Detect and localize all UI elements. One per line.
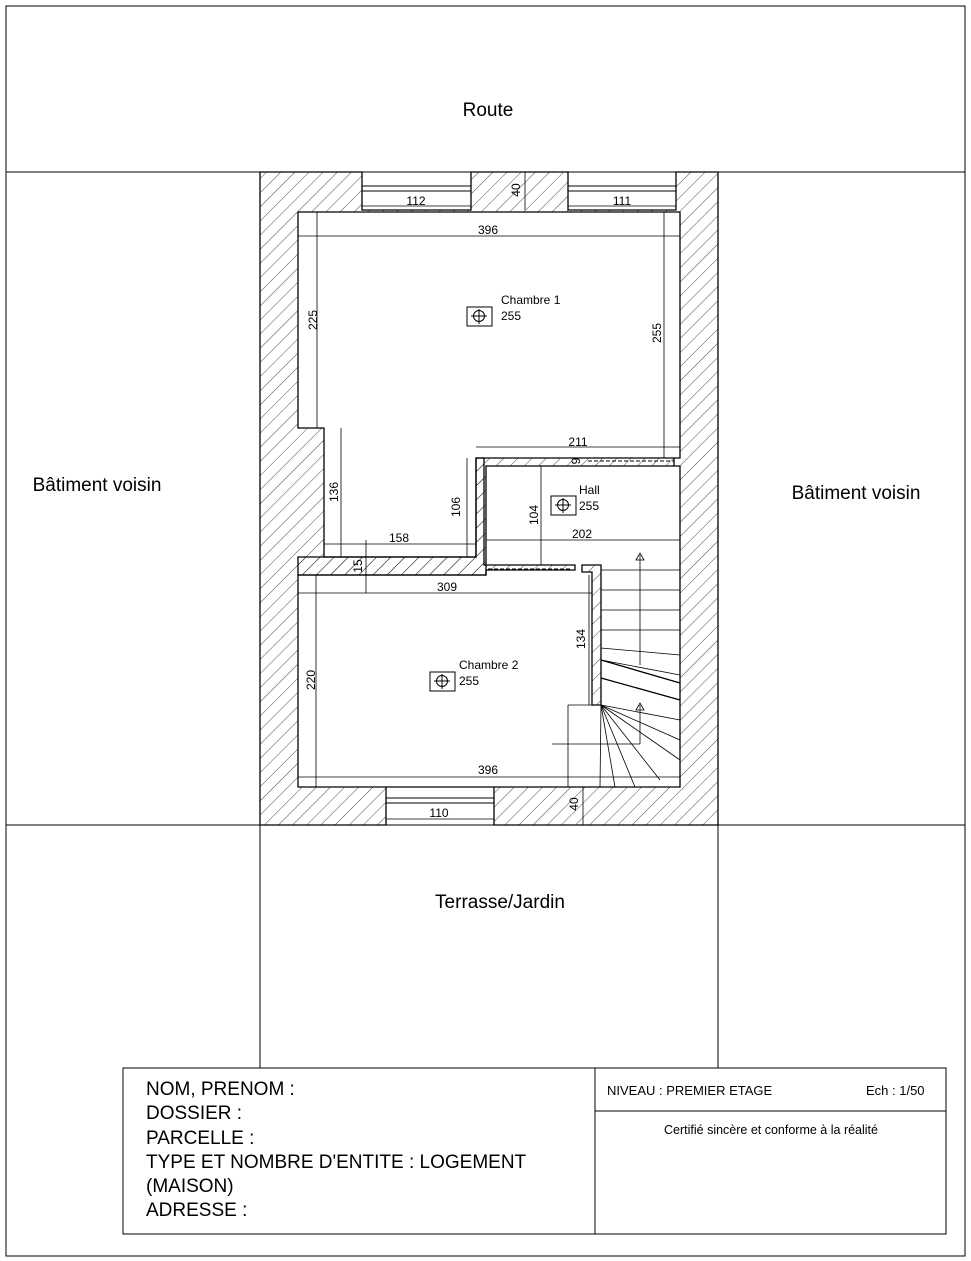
field-adresse: ADRESSE : [146,1200,248,1222]
dim-label: 396 [477,223,499,237]
field-type: TYPE ET NOMBRE D'ENTITE : LOGEMENT [146,1151,527,1173]
height-marker-chambre2 [430,672,455,691]
zone-garden: Terrasse/Jardin [435,892,565,913]
scale-label: Ech : 1/50 [866,1083,925,1098]
title-block-info [146,1078,586,1224]
doors [488,461,674,569]
dim-label: 15 [351,559,365,573]
dim-label: 104 [527,504,541,526]
room-chambre1-name: Chambre 1 [501,293,561,307]
zone-route: Route [462,100,514,121]
height-marker-chambre1 [467,307,492,326]
dim-label: 202 [571,527,593,541]
stair-wall-2 [601,660,680,700]
dim-label: 158 [388,531,410,545]
certification-text: Certifié sincère et conforme à la réalité [664,1123,878,1137]
dim-label: 9 [569,457,583,465]
room-chambre1-height: 255 [501,309,522,323]
room-hall-name: Hall [579,483,600,497]
dimension-lines [298,172,680,825]
room-chambre2-name: Chambre 2 [459,658,519,672]
level-label: NIVEAU : PREMIER ETAGE [607,1083,773,1098]
dim-label: 211 [568,435,588,449]
height-marker-hall [551,496,576,515]
dim-label: 112 [406,194,426,208]
zone-lines [6,172,965,1068]
dim-label: 110 [429,806,449,820]
field-parcelle: PARCELLE : [146,1127,255,1149]
dim-label: 111 [612,194,632,208]
field-type-cont: (MAISON) [146,1176,234,1198]
zone-left-neighbor: Bâtiment voisin [32,475,162,496]
dim-label: 396 [477,763,499,777]
dim-label: 225 [306,309,320,331]
field-nom: NOM, PRENOM : [146,1079,295,1100]
dim-label: 136 [327,481,341,503]
staircase [552,553,680,787]
dim-label: 40 [509,183,523,197]
room-chambre2-height: 255 [459,674,480,688]
field-dossier: DOSSIER : [146,1103,243,1125]
room-hall-height: 255 [579,499,600,513]
dim-label: 134 [574,628,588,650]
dim-label: 40 [567,797,581,811]
zone-right-neighbor: Bâtiment voisin [791,483,921,504]
dim-label: 220 [304,669,318,691]
dim-label: 255 [650,322,664,344]
dim-label: 106 [449,496,463,518]
dim-label: 309 [436,580,458,594]
